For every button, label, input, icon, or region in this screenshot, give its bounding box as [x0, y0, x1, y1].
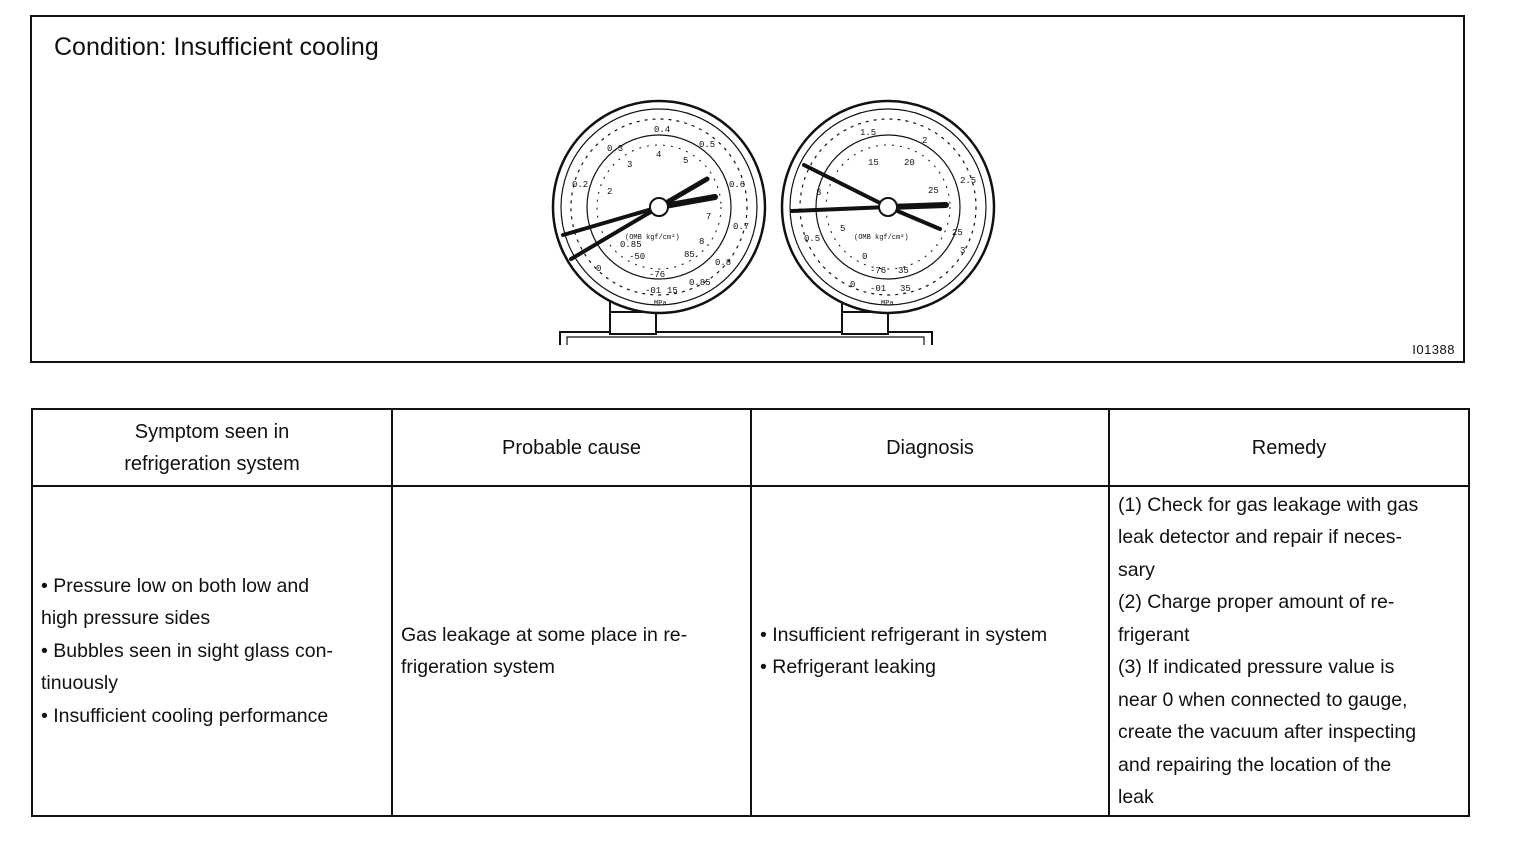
header-probable-cause [392, 409, 751, 486]
high-tick: 15 [868, 158, 879, 168]
high-tick: 35 [898, 266, 909, 276]
low-tick: 85 [684, 250, 695, 260]
high-tick: 0 [850, 280, 856, 290]
low-tick: 0 [596, 264, 602, 274]
low-tick: 8 [699, 237, 705, 247]
high-tick: 2 [922, 136, 928, 146]
low-tick: 15 [667, 286, 678, 296]
high-tick: 3 [960, 246, 966, 256]
remedy-line: create the vacuum after inspecting [1118, 721, 1417, 743]
header-symptom [32, 409, 392, 486]
header-text: Remedy [1251, 436, 1327, 459]
high-tick: 20 [904, 158, 915, 168]
header-remedy [1109, 409, 1469, 486]
remedy-line: sary [1118, 558, 1155, 581]
low-tick: 0.6 [729, 180, 746, 190]
high-pressure-gauge [782, 101, 994, 313]
low-tick: 0.85 [620, 240, 642, 250]
remedy-line: (3) If indicated pressure value is [1118, 656, 1395, 678]
remedy-cell [1109, 486, 1469, 816]
high-tick: -01 [870, 284, 887, 294]
low-tick: 0.8 [715, 258, 732, 268]
cause-line: frigeration system [401, 656, 555, 678]
header-text: refrigeration system [124, 452, 300, 475]
troubleshooting-table [31, 408, 1470, 817]
low-pressure-gauge [553, 101, 765, 313]
low-unit-label: (OMB kgf/cm²) [625, 234, 680, 242]
table-row [32, 486, 1469, 816]
high-tick: 25 [928, 186, 939, 196]
low-needle-hub [650, 198, 668, 216]
remedy-line: leak detector and repair if neces- [1118, 526, 1402, 548]
condition-panel [30, 15, 1465, 363]
diagnosis-line: • Refrigerant leaking [760, 656, 936, 678]
high-tick: 5 [840, 224, 846, 234]
remedy-line: (1) Check for gas leakage with gas [1118, 493, 1419, 516]
symptom-line: • Pressure low on both low and [41, 574, 310, 597]
symptom-line: • Insufficient cooling performance [41, 704, 329, 727]
low-tick: 7 [706, 212, 712, 222]
high-tick: 3 [816, 188, 822, 198]
header-text: Symptom seen in [134, 420, 290, 443]
low-tick: 0.2 [572, 180, 589, 190]
cause-line: Gas leakage at some place in re- [401, 623, 688, 646]
high-needle-hub [879, 198, 897, 216]
low-tick: 5 [683, 156, 689, 166]
low-tick: 0.7 [733, 222, 750, 232]
remedy-line: frigerant [1118, 623, 1190, 646]
high-tick: 0 [862, 252, 868, 262]
condition-title: Condition: Insufficient cooling [54, 33, 379, 61]
high-tick: 35 [900, 284, 911, 294]
low-mpa-label: MPa [654, 300, 667, 308]
cause-cell [392, 486, 751, 816]
low-tick: -01 [645, 286, 662, 296]
diagnosis-cell [751, 486, 1109, 816]
low-tick: 3 [627, 160, 633, 170]
diagnosis-line: • Insufficient refrigerant in system [760, 623, 1048, 646]
low-tick: 0.5 [699, 140, 716, 150]
low-tick: 4 [656, 150, 662, 160]
figure-id: I01388 [1412, 342, 1455, 357]
remedy-line: and repairing the location of the [1118, 753, 1392, 776]
low-tick: 2 [607, 187, 613, 197]
high-tick: 1.5 [860, 128, 877, 138]
low-tick: 0.4 [654, 125, 671, 135]
symptom-cell [32, 486, 392, 816]
symptom-line: high pressure sides [41, 607, 211, 630]
remedy-line: leak [1118, 786, 1154, 808]
low-tick: 0.85 [689, 278, 711, 288]
remedy-line: (2) Charge proper amount of re- [1118, 591, 1395, 613]
high-unit-label: (OMB kgf/cm²) [854, 234, 909, 242]
low-tick: -76 [649, 270, 666, 280]
high-tick: 25 [952, 228, 963, 238]
header-text: Diagnosis [886, 436, 974, 459]
table-header-row [32, 409, 1469, 486]
high-tick: -76 [870, 266, 887, 276]
low-tick: -50 [629, 252, 646, 262]
low-tick: 0.3 [607, 144, 624, 154]
remedy-line: near 0 when connected to gauge, [1118, 688, 1408, 711]
header-text: Probable cause [502, 436, 641, 459]
manifold-gauge-illustration [512, 87, 1012, 362]
symptom-line: • Bubbles seen in sight glass con- [41, 639, 333, 662]
header-diagnosis [751, 409, 1109, 486]
high-tick: 0.5 [804, 234, 821, 244]
high-mpa-label: MPa [881, 300, 894, 308]
symptom-line: tinuously [41, 672, 118, 695]
high-tick: 2.5 [960, 176, 977, 186]
